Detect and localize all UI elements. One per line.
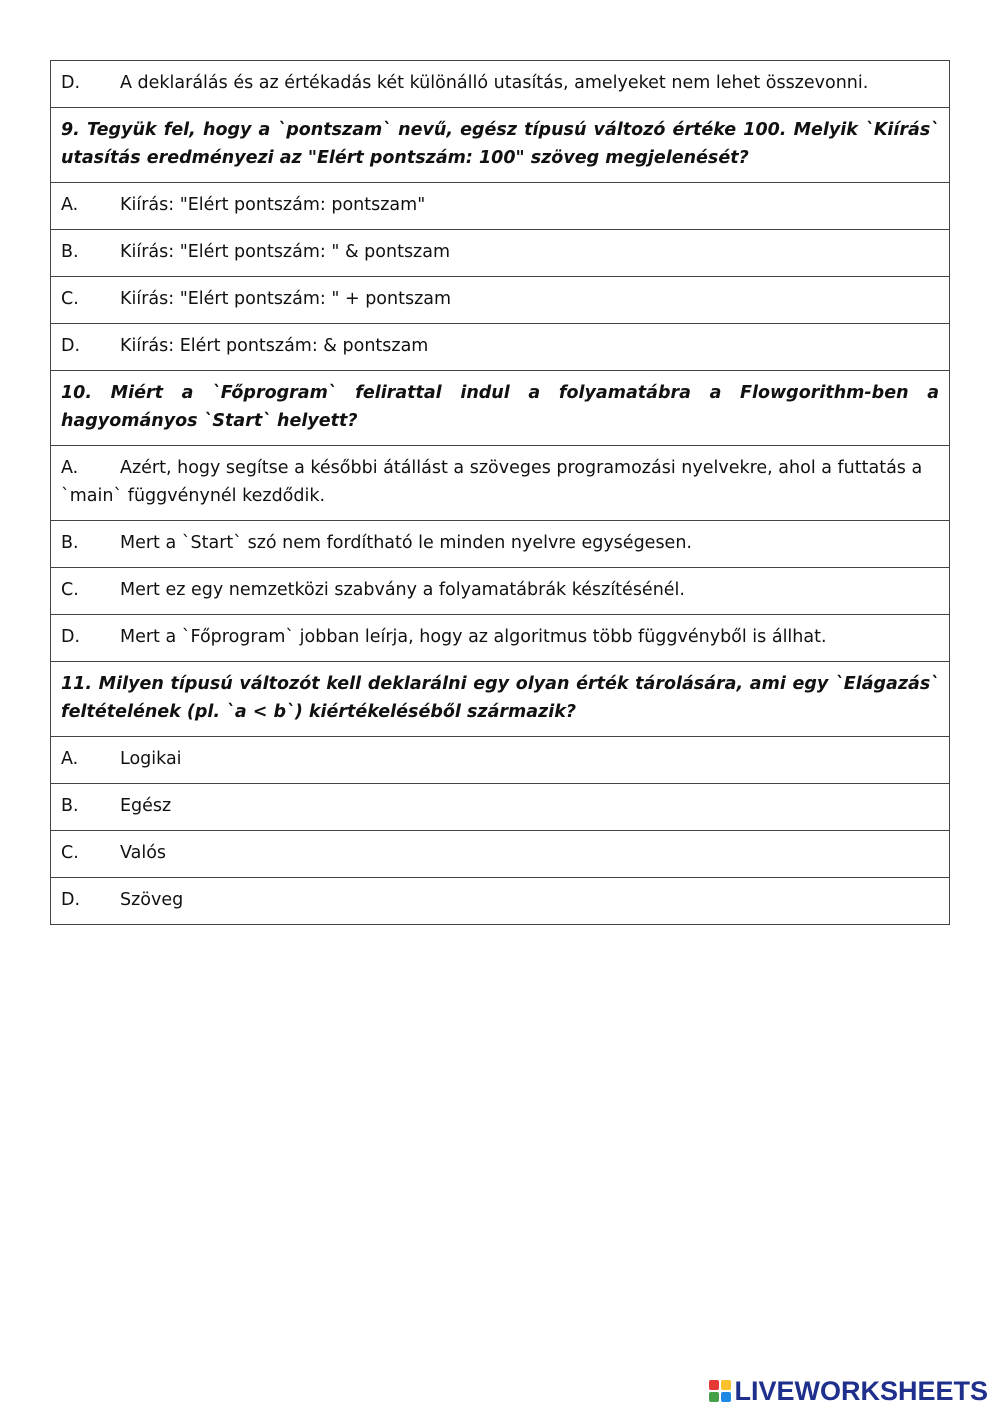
option-letter: B. (61, 242, 79, 262)
answer-option-row[interactable] (51, 277, 950, 324)
question-row (51, 108, 950, 183)
option-text: Kiírás: "Elért pontszám: pontszam" (120, 195, 426, 215)
option-letter: B. (61, 796, 79, 816)
answer-option-cell[interactable] (51, 521, 950, 568)
option-text: Mert a `Start` szó nem fordítható le minden nyelvre egységesen. (120, 533, 692, 553)
option-letter: C. (61, 843, 79, 863)
logo-square-yellow (721, 1380, 731, 1390)
logo-square-green (709, 1392, 719, 1402)
option-text: Logikai (120, 749, 182, 769)
answer-option-row[interactable] (51, 615, 950, 662)
answer-option-cell[interactable] (51, 615, 950, 662)
quiz-table (50, 60, 950, 925)
question-text: 9. Tegyük fel, hogy a `pontszam` nevű, egész típusú változó értéke 100. Melyik `Kiírás` utasítás eredményezi az "Elért pontszám: 100" szöveg megjelenését? (61, 120, 939, 168)
answer-option-cell[interactable] (51, 878, 950, 925)
quiz-table-body (51, 61, 950, 925)
option-text: Mert a `Főprogram` jobban leírja, hogy az algoritmus több függvényből is állhat. (120, 627, 827, 647)
answer-option-cell[interactable] (51, 183, 950, 230)
question-cell (51, 371, 950, 446)
option-letter: D. (61, 336, 81, 356)
answer-option-row[interactable] (51, 324, 950, 371)
option-letter: D. (61, 890, 81, 910)
answer-option-row[interactable] (51, 831, 950, 878)
option-text: Kiírás: "Elért pontszám: " + pontszam (120, 289, 452, 309)
option-letter: C. (61, 580, 79, 600)
option-text: Mert ez egy nemzetközi szabvány a folyamatábrák készítésénél. (120, 580, 685, 600)
answer-option-row[interactable] (51, 784, 950, 831)
question-cell (51, 662, 950, 737)
answer-option-cell[interactable] (51, 568, 950, 615)
logo-square-red (709, 1380, 719, 1390)
answer-option-cell[interactable] (51, 324, 950, 371)
option-text: Valós (120, 843, 167, 863)
answer-option-cell[interactable] (51, 831, 950, 878)
answer-option-cell[interactable] (51, 61, 950, 108)
option-text: Szöveg (120, 890, 184, 910)
option-letter: C. (61, 289, 79, 309)
question-row (51, 371, 950, 446)
option-text: Kiírás: "Elért pontszám: " & pontszam (120, 242, 451, 262)
option-letter: A. (61, 749, 79, 769)
option-text: A deklarálás és az értékadás két különálló utasítás, amelyeket nem lehet összevonni. (120, 73, 869, 93)
answer-option-row[interactable] (51, 230, 950, 277)
question-row (51, 662, 950, 737)
logo-square-blue (721, 1392, 731, 1402)
answer-option-row[interactable] (51, 61, 950, 108)
option-letter: A. (61, 458, 79, 478)
option-letter: D. (61, 73, 81, 93)
answer-option-cell[interactable] (51, 737, 950, 784)
answer-option-row[interactable] (51, 878, 950, 925)
answer-option-row[interactable] (51, 446, 950, 521)
answer-option-cell[interactable] (51, 784, 950, 831)
answer-option-cell[interactable] (51, 446, 950, 521)
option-text: Kiírás: Elért pontszám: & pontszam (120, 336, 429, 356)
logo-mark-icon (709, 1380, 731, 1402)
logo-text: LIVEWORKSHEETS (734, 1375, 988, 1406)
answer-option-row[interactable] (51, 568, 950, 615)
option-text: Egész (120, 796, 172, 816)
option-letter: D. (61, 627, 81, 647)
option-letter: A. (61, 195, 79, 215)
answer-option-row[interactable] (51, 737, 950, 784)
liveworksheets-logo (709, 1376, 988, 1406)
answer-option-row[interactable] (51, 183, 950, 230)
answer-option-row[interactable] (51, 521, 950, 568)
option-text: Azért, hogy segítse a későbbi átállást a szöveges programozási nyelvekre, ahol a futtatás a `main` függvénynél kezdődik. (61, 458, 923, 506)
question-text: 10. Miért a `Főprogram` felirattal indul a folyamatábra a Flowgorithm-ben a hagyományos `Start` helyett? (61, 383, 939, 431)
option-letter: B. (61, 533, 79, 553)
answer-option-cell[interactable] (51, 277, 950, 324)
question-cell (51, 108, 950, 183)
question-text: 11. Milyen típusú változót kell deklarálni egy olyan érték tárolására, ami egy `Elágazás` feltételének (pl. `a < b`) kiértékeléséből származik? (61, 674, 939, 722)
answer-option-cell[interactable] (51, 230, 950, 277)
